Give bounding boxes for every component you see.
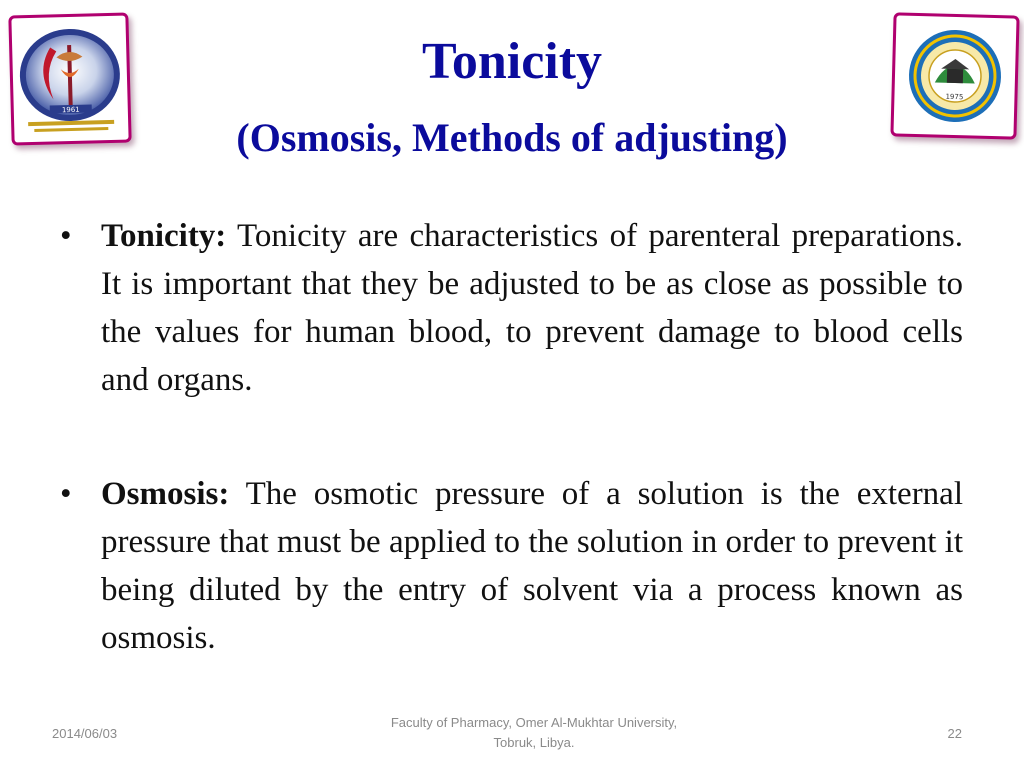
slide-number: 22 (947, 726, 962, 741)
footer-institution-line-2: Tobruk, Libya. (493, 735, 575, 750)
slide-subtitle: (Osmosis, Methods of adjusting) (236, 115, 788, 160)
bullet-body (101, 212, 963, 404)
bullet-text: Tonicity are characteristics of parenteral preparations. It is important that they be adjusted to be as close as possible to the values for human blood, to prevent damage to blood cells and organs. (101, 218, 964, 398)
slide-title: Tonicity (421, 33, 603, 90)
bullet-item-tonicity (60, 212, 963, 404)
footer-date: 2014/06/03 (52, 726, 118, 741)
footer-institution-line-1: Faculty of Pharmacy, Omer Al-Mukhtar University, (390, 715, 678, 730)
bullet-item-osmosis (60, 470, 963, 662)
footer-institution (334, 713, 734, 753)
bullet-marker: • (60, 476, 72, 512)
logo-year-text: 1961 (61, 105, 80, 115)
bullet-term: Osmosis: (101, 476, 230, 512)
bullet-text: The osmotic pressure of a solution is the external pressure that must be applied to the solution in order to prevent it being diluted by the entry of solvent via a process known as osmosis. (101, 476, 963, 656)
bullet-term: Tonicity: (101, 218, 227, 254)
bullet-body (101, 470, 963, 662)
logo-year-text: 1975 (945, 92, 964, 102)
bullet-marker: • (60, 218, 72, 254)
